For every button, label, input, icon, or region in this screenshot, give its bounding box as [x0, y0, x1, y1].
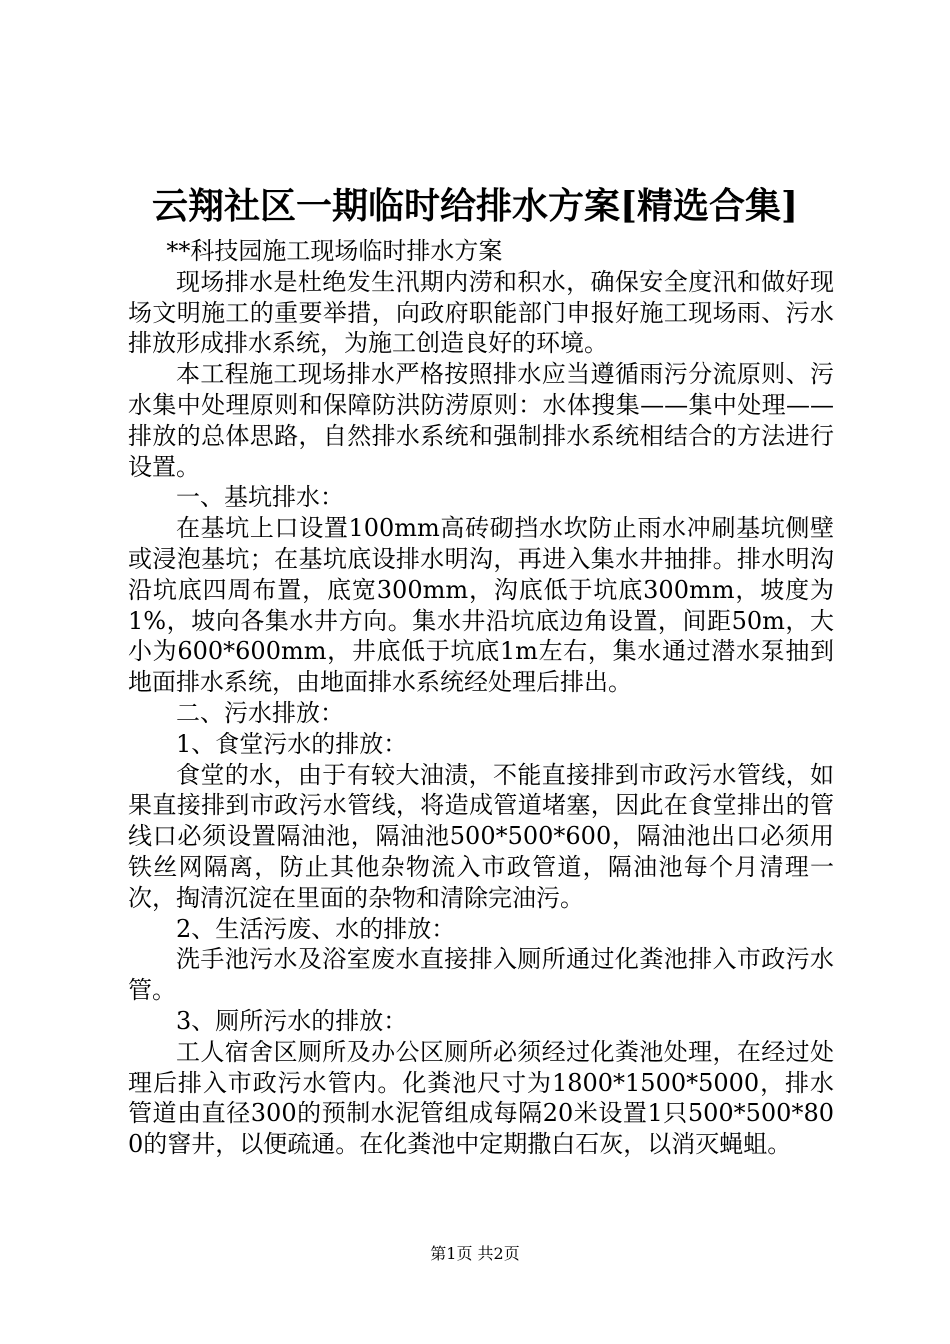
- section-heading: 二、污水排放：: [176, 698, 344, 727]
- body-paragraph: 食堂的水，由于有较大油渍，不能直接排到市政污水管线，如果直接排到市政污水管线，将造成管道堵塞，因此在食堂排出的管线口必须设置隔油池，隔油池500*500*600，隔油池出口必须用铁丝网隔离，防止其他杂物流入市政管道，隔油池每个月清理一次，掏清沉淀在里面的杂物和清除完油污。: [128, 760, 834, 912]
- body-paragraph: 现场排水是杜绝发生汛期内涝和积水，确保安全度汛和做好现场文明施工的重要举措，向政府职能部门申报好施工现场雨、污水排放形成排水系统，为施工创造良好的环境。: [128, 267, 834, 358]
- body-paragraph: 洗手池污水及浴室废水直接排入厕所通过化粪池排入市政污水管。: [128, 945, 834, 1005]
- section-heading: 一、基坑排水：: [176, 483, 344, 512]
- document-title: 云翔社区一期临时给排水方案[精选合集]: [151, 185, 799, 227]
- body-paragraph: 工人宿舍区厕所及办公区厕所必须经过化粪池处理，在经过处理后排入市政污水管内。化粪池尺寸为1800*1500*5000，排水管道由直径300的预制水泥管组成每隔20米设置1只500*500*800的窨井，以便疏通。在化粪池中定期撒白石灰，以消灭蝇蛆。: [128, 1037, 834, 1159]
- body-paragraph: 本工程施工现场排水严格按照排水应当遵循雨污分流原则、污水集中处理原则和保障防洪防涝原则：水体搜集——集中处理——排放的总体思路，自然排水系统和强制排水系统相结合的方法进行设置。: [128, 360, 834, 481]
- subsection-heading: 3、厕所污水的排放：: [176, 1006, 408, 1035]
- subsection-heading: 2、生活污废、水的排放：: [176, 914, 456, 943]
- page-number-footer: 第1页 共2页: [430, 1244, 520, 1263]
- subtitle-paragraph: **科技园施工现场临时排水方案: [166, 237, 503, 265]
- document-body: [128, 236, 834, 1160]
- subsection-heading: 1、食堂污水的排放：: [176, 729, 408, 758]
- body-paragraph: 在基坑上口设置100mm高砖砌挡水坎防止雨水冲刷基坑侧壁或浸泡基坑；在基坑底设排水明沟，再进入集水井抽排。排水明沟沿坑底四周布置，底宽300mm，沟底低于坑底300mm，坡度为1%，坡向各集水井方向。集水井沿坑底边角设置，间距50m，大小为600*600mm，井底低于坑底1m左右，集水通过潜水泵抽到地面排水系统，由地面排水系统经处理后排出。: [128, 514, 834, 697]
